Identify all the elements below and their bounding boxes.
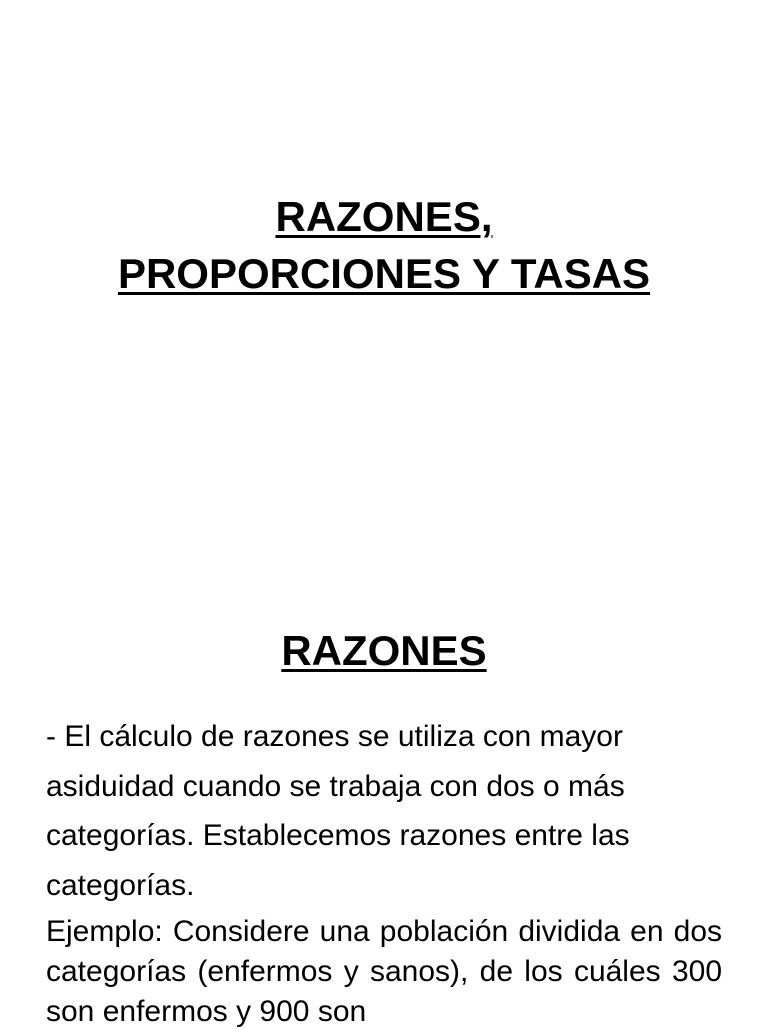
document-title (0, 188, 768, 302)
paragraph-example: Ejemplo: Considere una población dividida en dos categorías (enfermos y sanos), de los cuáles 300 son enfermos y 900 son (46, 915, 722, 1028)
section-heading-razones: RAZONES (281, 627, 487, 674)
title-line-1: RAZONES, (275, 193, 493, 240)
paragraph-definition: - El cálculo de razones se utiliza con mayor asiduidad cuando se trabaja con dos o más categorías. Establecemos razones entre las categorías. (46, 720, 630, 902)
title-line-2: PROPORCIONES Y TASAS (117, 250, 651, 297)
